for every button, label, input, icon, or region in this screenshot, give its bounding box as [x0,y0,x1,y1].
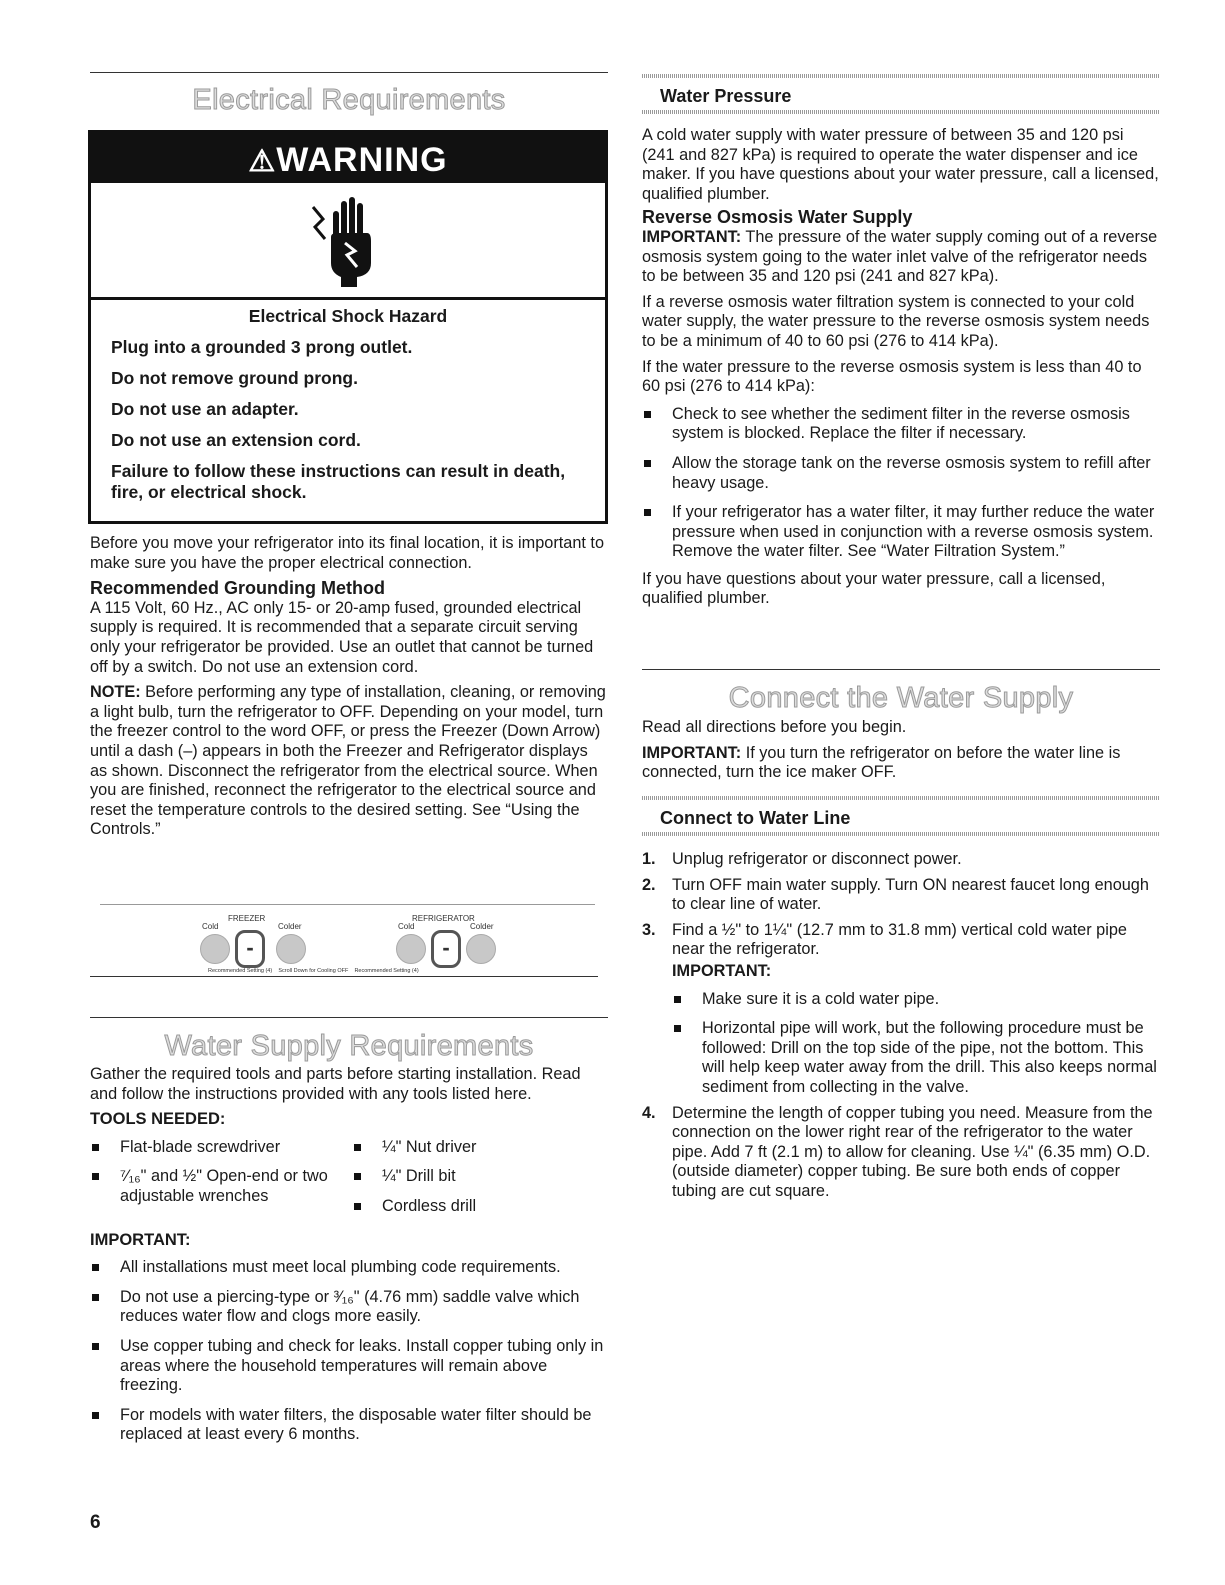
footer-middle: Scroll Down for Cooling OFF [278,968,349,974]
control-panel-figure [90,900,600,986]
step-item [642,850,1160,870]
warning-line: Failure to follow these instructions can result in death, fire, or electrical shock. [111,461,566,502]
warning-line: Do not use an adapter. [111,399,299,419]
step3-important-label: IMPORTANT: [672,961,772,980]
grounding-paragraph: A 115 Volt, 60 Hz., AC only 15- or 20-amp fused, grounded electrical supply is required. It is recommended that a separate circuit serving only your refrigerator be provided. Use an outlet that cannot be turned off by a switch. Do not use an extension cord. [90,598,594,676]
warning-icon-area [91,183,605,300]
ro-paragraph-3: If the water pressure to the reverse osmosis system is less than 40 to 60 psi (276 to 414 kPa): [642,357,1142,396]
panel-top-rule [100,904,595,905]
connect-important-paragraph [642,744,1160,783]
list-item: Cordless drill [352,1197,602,1217]
step3-bullets [672,990,1160,1098]
electrical-requirements-title: Electrical Requirements [192,84,506,116]
ro-important-text: The pressure of the water supply coming out of a reverse osmosis system going to the water inlet valve of the refrigerator needs to be between 35 and 120 psi (241 and 827 kPa). [642,227,1158,286]
list-item: For models with water filters, the disposable water filter should be replaced at least every 6 months. [90,1406,608,1445]
step-item [642,876,1160,915]
tools-list [90,1138,608,1217]
list-item: Do not use a piercing-type or ³⁄₁₆" (4.76 mm) saddle valve which reduces water flow and clogs more easily. [90,1288,608,1327]
section-rule [90,72,608,73]
subhead-bar-bottom [642,110,1160,114]
water-supply-requirements-title: Water Supply Requirements [164,1030,534,1062]
step-item [642,1104,1160,1202]
list-item: Flat-blade screwdriver [90,1138,352,1158]
water-pressure-heading: Water Pressure [660,86,792,106]
subhead-bar-top [642,796,1160,800]
subhead-bar-top [642,74,1160,78]
water-supply-intro: Gather the required tools and parts before starting installation. Read and follow the instructions provided with any tools listed here. [90,1065,581,1103]
note-paragraph [90,683,608,840]
section-rule [642,669,1160,670]
warning-line: Do not remove ground prong. [111,368,358,388]
ro-important-label: IMPORTANT: [642,227,742,246]
list-item: ⁷⁄₁₆" and ½" Open-end or two adjustable wrenches [90,1167,352,1206]
electric-shock-hand-icon [309,193,389,289]
footer-right: Recommended Setting (4) [354,968,419,974]
refrigerator-cold-label: Cold [398,922,415,931]
step-number: 4. [642,1103,656,1122]
subhead-bar-bottom [642,832,1160,836]
connect-read: Read all directions before you begin. [642,718,907,736]
warning-label: WARNING [276,141,448,179]
list-item: ¼" Drill bit [352,1167,602,1187]
water-pressure-paragraph: A cold water supply with water pressure of between 35 and 120 psi (241 and 827 kPa) is required to operate the water dispenser and ice maker. If you have questions about your water pressure, call a licensed, qualified plumber. [642,126,1159,203]
refrigerator-label: REFRIGERATOR [412,914,475,923]
freezer-colder-label: Colder [278,922,302,931]
list-item: Make sure it is a cold water pipe. [672,990,1160,1010]
tools-column-2 [352,1138,602,1217]
list-item: If your refrigerator has a water filter, it may further reduce the water pressure when used in conjunction with a reverse osmosis system. Remove the water filter. See “Water Filtration System.” [642,503,1160,562]
list-item: ¼" Nut driver [352,1138,602,1158]
list-item: All installations must meet local plumbing code requirements. [90,1258,608,1278]
refrigerator-colder-label: Colder [470,922,494,931]
hazard-title: Electrical Shock Hazard [248,306,448,326]
tools-heading: TOOLS NEEDED: [90,1110,226,1129]
refrigerator-warmer-button[interactable] [396,934,426,964]
list-item: Use copper tubing and check for leaks. Install copper tubing only in areas where the household temperatures will remain above freezing. [90,1337,608,1396]
important-list [90,1258,608,1445]
warning-text [91,300,605,503]
section-rule [90,1017,608,1018]
page-number: 6 [90,1512,101,1533]
warning-box [88,130,608,524]
note-text: Before performing any type of installation, cleaning, or removing a light bulb, turn the refrigerator to OFF. Depending on your model, turn the freezer control to the word OFF, or press the Freezer (Down Arrow) until a dash (–) appears in both the Freezer and Refrigerator displays as shown. Disconnect the refrigerator from the electrical source. When you are finished, reconnect the refrigerator to the electrical source and reset the temperature controls to the desired setting. See “Using the Controls.” [90,683,606,839]
note-label: NOTE: [90,683,141,702]
step-text: Find a ½" to 1¼" (12.7 mm to 31.8 mm) vertical cold water pipe near the refrigerator. [672,920,1127,959]
warning-line: Plug into a grounded 3 prong outlet. [111,337,413,357]
warning-triangle-icon: ⚠ [248,145,277,178]
freezer-warmer-button[interactable] [200,934,230,964]
ro-paragraph-2: If a reverse osmosis water filtration system is connected to your cold water supply, the water pressure to the reverse osmosis system needs to be a minimum of 40 to 60 psi (276 to 414 kPa). [642,292,1150,350]
ro-important-paragraph [642,228,1160,287]
step-text: Unplug refrigerator or disconnect power. [672,850,962,868]
step-number: 1. [642,850,656,868]
step-text: Determine the length of copper tubing you need. Measure from the connection on the lower right rear of the refrigerator to the water pipe. Add 7 ft (2.1 m) to allow for cleaning. Use ¼" (6.35 mm) O.D. (outside diameter) copper tubing. Be sure both ends of copper tubing are cut square. [672,1103,1153,1200]
panel-footer [208,968,419,974]
list-item: Check to see whether the sediment filter in the reverse osmosis system is blocked. Replace the filter if necessary. [642,405,1160,444]
step-number: 3. [642,920,656,939]
freezer-cold-label: Cold [202,922,219,931]
freezer-colder-button[interactable] [276,934,306,964]
ro-checklist [642,405,1160,562]
connect-important-label: IMPORTANT: [642,743,742,762]
list-item: Allow the storage tank on the reverse osmosis system to refill after heavy usage. [642,454,1160,493]
connect-important-text: If you turn the refrigerator on before the water line is connected, turn the ice maker OFF. [642,743,1121,782]
freezer-display: - [235,930,265,968]
connect-water-supply-title: Connect the Water Supply [728,682,1074,714]
ro-heading: Reverse Osmosis Water Supply [642,207,913,228]
electrical-intro: Before you move your refrigerator into its final location, it is important to make sure you have the proper electrical connection. [90,534,604,572]
footer-left: Recommended Setting (4) [208,968,273,974]
list-item: Horizontal pipe will work, but the following procedure must be followed: Drill on the top side of the pipe, not the bottom. This will help keep water away from the drill. This also keeps normal sediment from collecting in the valve. [672,1019,1160,1097]
panel-bottom-rule [90,976,598,977]
refrigerator-display: - [431,930,461,968]
connect-steps [642,850,1160,1202]
connect-line-heading: Connect to Water Line [660,808,851,828]
step-item [642,921,1160,1098]
freezer-label: FREEZER [228,914,266,923]
step-number: 2. [642,875,656,894]
step-text: Turn OFF main water supply. Turn ON nearest faucet long enough to clear line of water. [672,875,1149,914]
refrigerator-colder-button[interactable] [466,934,496,964]
warning-header [91,133,605,183]
ro-closing: If you have questions about your water pressure, call a licensed, qualified plumber. [642,569,1106,608]
warning-line: Do not use an extension cord. [111,430,361,450]
grounding-heading: Recommended Grounding Method [90,578,385,599]
important-heading: IMPORTANT: [90,1230,191,1249]
tools-column-1 [90,1138,352,1217]
